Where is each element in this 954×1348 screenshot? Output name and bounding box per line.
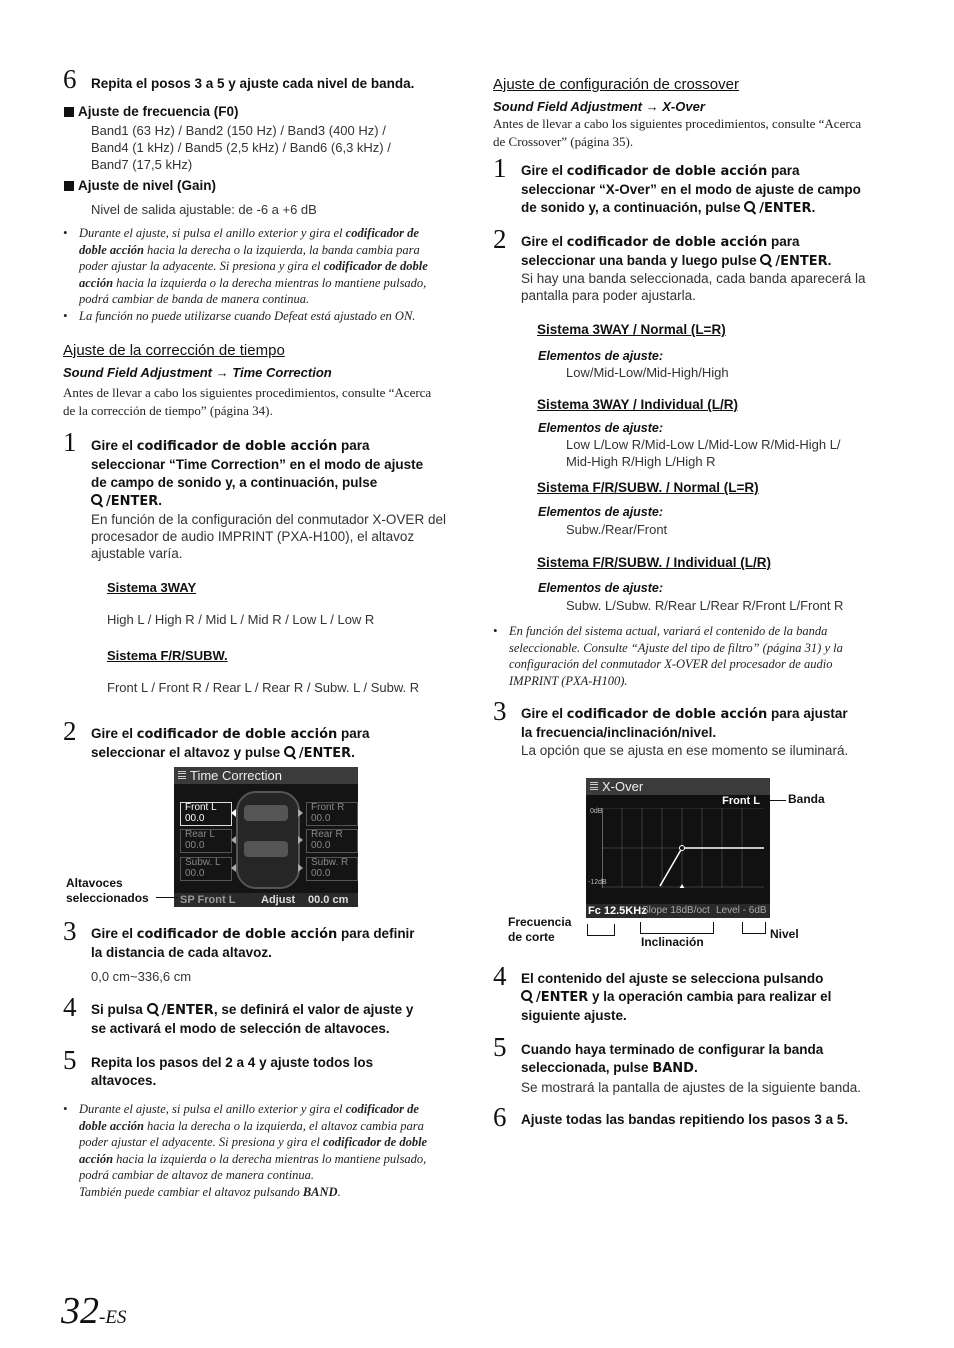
elements-list: Low L/Low R/Mid-Low L/Mid-Low R/Mid-High L/ Mid-High R/High L/High R (566, 437, 841, 469)
step-text: Gire el codificador de doble acción para ajustar la frecuencia/inclinación/nivel. (521, 706, 848, 740)
step-body: 0,0 cm~336,6 cm (91, 969, 192, 984)
note-list: • Durante el ajuste, si pulsa el anillo exterior y gira el codificador de doble acción hacia la derecha o la izquierda, la banda cambia para poder ajustar la adyacente. Si presiona y gira el codificador de doble acción hacia la izquierda o la derecha mientras lo mantiene pulsado, podrá cambiar de banda de manera continua. • La función no puede utilizarse cuando Defeat está ajustado en ON. (63, 226, 428, 323)
screen-footer: Fc 12.5KHz Slope 18dB/oct Level - 6dB (586, 904, 770, 918)
step-number: 6 (493, 1102, 507, 1132)
step-number: 3 (63, 916, 77, 946)
speaker-arrow-icon (231, 864, 236, 872)
crossover-graph (602, 808, 764, 888)
callout-banda: Banda (788, 792, 825, 806)
speaker-box-rear-r[interactable]: Rear R 00.0 (306, 829, 358, 853)
time-correction-screen (174, 767, 358, 907)
step-text: Cuando haya terminado de configurar la banda seleccionada, pulse BAND. (521, 1042, 824, 1076)
callout-bracket (587, 924, 615, 936)
menu-path: Sound Field Adjustment → Time Correction (63, 365, 332, 380)
elements-label: Elementos de ajuste: (538, 581, 664, 595)
band-label[interactable]: Front L (722, 795, 760, 807)
page-number: 32-ES (61, 1290, 127, 1332)
step-number: 5 (493, 1032, 507, 1062)
system-title: Sistema 3WAY / Normal (L=R) (537, 322, 726, 337)
speaker-arrow-icon (298, 864, 303, 872)
speaker-box-rear-l[interactable]: Rear L 00.0 (180, 829, 232, 853)
menu-icon (178, 771, 186, 779)
freq-list: Band1 (63 Hz) / Band2 (150 Hz) / Band3 (400 Hz) / Band4 (1 kHz) / Band5 (2,5 kHz) / Band6 (6,3 kHz) / Band7 (17,5 kHz) (91, 123, 391, 172)
speaker-arrow-icon (231, 836, 236, 844)
step-text: Gire el codificador de doble acción para seleccionar una banda y luego pulse /ENTER. (521, 234, 832, 269)
elements-list: Subw./Rear/Front (566, 522, 668, 537)
elements-list: Subw. L/Subw. R/Rear L/Rear R/Front L/Front R (566, 598, 844, 613)
subheading: Sistema 3WAY (107, 580, 197, 595)
callout-bracket (742, 922, 766, 934)
system-title: Sistema F/R/SUBW. / Normal (L=R) (537, 480, 759, 495)
section-heading: Ajuste de la corrección de tiempo (63, 342, 285, 359)
step-text: Gire el codificador de doble acción para definir la distancia de cada altavoz. (91, 926, 415, 960)
step-text: Repita los pasos del 2 a 4 y ajuste todos los altavoces. (91, 1055, 374, 1088)
step-text: Repita el posos 3 a 5 y ajuste cada nivel de banda. (91, 76, 415, 91)
speaker-list: Front L / Front R / Rear L / Rear R / Subw. L / Subw. R (107, 680, 420, 695)
system-title: Sistema F/R/SUBW. / Individual (L/R) (537, 555, 772, 570)
menu-path: Sound Field Adjustment → X-Over (493, 99, 705, 114)
callout-inclinacion: Inclinación (641, 935, 704, 949)
gain-text: Nivel de salida ajustable: de -6 a +6 dB (91, 202, 317, 217)
step-text: Gire el codificador de doble acción para seleccionar “X-Over” en el modo de ajuste de campo de sonido y, a continuación, pulse /ENTER. (521, 163, 861, 216)
section-heading: Ajuste de configuración de crossover (493, 76, 739, 93)
elements-label: Elementos de ajuste: (538, 349, 664, 363)
speaker-box-subw-l[interactable]: Subw. L 00.0 (180, 857, 232, 881)
speaker-arrow-icon (298, 836, 303, 844)
step-number: 1 (493, 153, 507, 183)
menu-icon (590, 782, 598, 790)
bullet-square-icon (64, 181, 74, 191)
screen-title: X-Over (586, 778, 770, 795)
speaker-arrow-icon (231, 809, 236, 817)
elements-label: Elementos de ajuste: (538, 505, 664, 519)
screen-title: Time Correction (174, 767, 358, 784)
callout-altavoces: Altavoces seleccionados (66, 876, 149, 905)
car-seat-icon (244, 841, 288, 857)
step-number: 4 (63, 992, 77, 1022)
elements-list: Low/Mid-Low/Mid-High/High (566, 365, 729, 380)
search-enter-icon (521, 990, 534, 1003)
speaker-arrow-icon (298, 809, 303, 817)
step-number: 1 (63, 427, 77, 457)
freq-heading: Ajuste de frecuencia (F0) (64, 104, 239, 119)
y-label-bottom: -12dB (588, 879, 607, 886)
search-enter-icon (744, 201, 757, 214)
callout-line (760, 800, 786, 801)
step-number: 5 (63, 1045, 77, 1075)
intro-text: Antes de llevar a cabo los siguientes procedimientos, consulte “Acerca de Crossover” (página 35). (493, 116, 862, 149)
search-enter-icon (91, 494, 104, 507)
step-body: Si hay una banda seleccionada, cada banda aparecerá la pantalla para poder ajustarla. (521, 271, 866, 303)
step-text: Ajuste todas las bandas repitiendo los pasos 3 a 5. (521, 1112, 849, 1127)
bullet-square-icon (64, 107, 74, 117)
step-number: 2 (63, 716, 77, 746)
step-text: Si pulsa /ENTER, se definirá el valor de ajuste y se activará el modo de selección de altavoces. (91, 1002, 414, 1036)
x-over-screen (586, 778, 770, 918)
car-seat-icon (244, 805, 288, 821)
note-list: • En función del sistema actual, variará el contenido de la banda seleccionable. Consulte “Ajuste del tipo de filtro” (página 31) y la configuración del conmutador X-OVER del procesador de audio IMPRINT (PXA-H100). (493, 624, 843, 688)
intro-text: Antes de llevar a cabo los siguientes procedimientos, consulte “Acerca de la corrección de tiempo” (página 34). (63, 385, 432, 418)
search-enter-icon (284, 746, 297, 759)
y-label-top: 0dB (590, 808, 603, 815)
speaker-box-subw-r[interactable]: Subw. R 00.0 (306, 857, 358, 881)
step-text: El contenido del ajuste se selecciona pulsando /ENTER y la operación cambia para realizar el siguiente ajuste. (521, 971, 832, 1023)
note-list: • Durante el ajuste, si pulsa el anillo exterior y gira el codificador de doble acción hacia la derecha o la izquierda, el altavoz cambia para poder ajustar el adyacente. Si presiona y gira el codificador de doble acción hacia la izquierda o la derecha mientras lo mantiene pulsado, podrá cambiar de altavoz de manera continua. También puede cambiar el altavoz pulsando BAND. (63, 1102, 428, 1199)
step-body: En función de la configuración del conmutador X-OVER del procesador de audio IMPRINT (PXA-H100), el altavoz ajustable varía. (91, 512, 446, 561)
step-body: Se mostrará la pantalla de ajustes de la siguiente banda. (521, 1080, 861, 1095)
step-number: 2 (493, 224, 507, 254)
search-enter-icon (760, 254, 773, 267)
elements-label: Elementos de ajuste: (538, 421, 664, 435)
step-number: 3 (493, 696, 507, 726)
speaker-box-front-l[interactable]: Front L 00.0 (180, 802, 232, 826)
system-title: Sistema 3WAY / Individual (L/R) (537, 397, 739, 412)
callout-frecuencia: Frecuencia de corte (508, 915, 572, 944)
step-body: La opción que se ajusta en ese momento se iluminará. (521, 743, 849, 758)
callout-line (156, 897, 178, 898)
search-enter-icon (147, 1003, 160, 1016)
subheading: Sistema F/R/SUBW. (107, 648, 228, 663)
step-number: 6 (63, 64, 77, 94)
callout-bracket (640, 922, 714, 934)
callout-nivel: Nivel (770, 927, 799, 941)
screen-footer: SP Front L Adjust 00.0 cm (174, 893, 358, 907)
speaker-box-front-r[interactable]: Front R 00.0 (306, 802, 358, 826)
step-number: 4 (493, 961, 507, 991)
speaker-list: High L / High R / Mid L / Mid R / Low L / Low R (107, 612, 375, 627)
gain-heading: Ajuste de nivel (Gain) (64, 178, 216, 193)
step-text: Gire el codificador de doble acción para seleccionar “Time Correction” en el modo de ajuste de campo de sonido y, a continuación, pulse /ENTER. (91, 438, 424, 509)
step-text: Gire el codificador de doble acción para seleccionar el altavoz y pulse /ENTER. (91, 726, 370, 761)
